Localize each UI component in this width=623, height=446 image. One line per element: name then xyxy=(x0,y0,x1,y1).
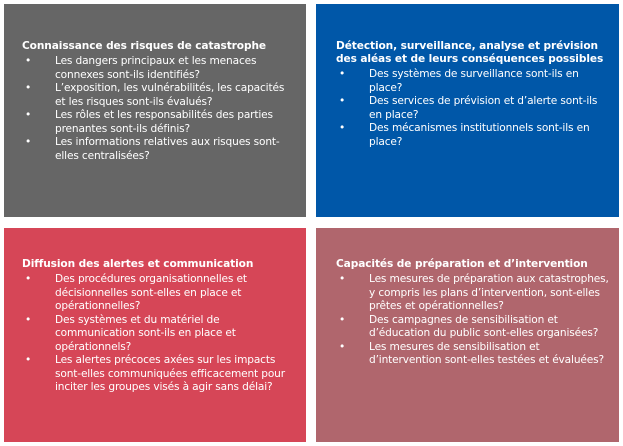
bullet-icon: • xyxy=(339,68,346,80)
list-item: • Les rôles et les responsabilités des parties prenantes sont-ils définis? xyxy=(25,109,273,135)
list-item: • Des campagnes de sensibilisation et d’éducation du public sont-elles organisées? xyxy=(339,313,599,339)
list-item: • Les dangers principaux et les menaces connexes sont-ils identifiés? xyxy=(25,55,257,81)
panel-preparedness-response xyxy=(316,228,619,442)
bullet-icon: • xyxy=(25,82,32,94)
bullet-icon: • xyxy=(25,136,32,148)
panel-risk-knowledge xyxy=(4,4,306,217)
panel-title: Détection, surveillance, analyse et prévision des aléas et de leurs conséquences possibles xyxy=(336,40,604,65)
bullet-icon: • xyxy=(339,340,346,353)
list-item: • Les informations relatives aux risques sont-elles centralisées? xyxy=(25,136,280,162)
bullet-icon: • xyxy=(339,313,346,326)
question-list xyxy=(336,68,607,149)
bullet-icon: • xyxy=(339,95,346,107)
list-item: • Des procédures organisationnelles et décisionnelles sont-elles en place et opérationnelles? xyxy=(25,273,247,312)
panel-detection-monitoring xyxy=(316,4,619,217)
panel-title: Connaissance des risques de catastrophe xyxy=(22,40,266,52)
panel-title: Diffusion des alertes et communication xyxy=(22,258,254,270)
panel-warning-dissemination xyxy=(4,228,306,442)
bullet-icon: • xyxy=(25,55,32,67)
list-item: • Les alertes précoces axées sur les impacts sont-elles communiquées efficacement pour inciter les groupes visés à agir sans délai? xyxy=(25,354,285,393)
bullet-icon: • xyxy=(339,122,346,134)
question-list xyxy=(22,55,294,163)
list-item: • Des mécanismes institutionnels sont-ils en place? xyxy=(339,122,590,148)
list-item: • Des systèmes de surveillance sont-ils en place? xyxy=(339,68,579,94)
bullet-icon: • xyxy=(25,109,32,121)
list-item: • Des services de prévision et d’alerte sont-ils en place? xyxy=(339,95,598,121)
list-item: • Des systèmes et du matériel de communication sont-ils en place et opérationnels? xyxy=(25,313,236,353)
question-list xyxy=(336,273,609,368)
list-item: • L’exposition, les vulnérabilités, les capacités et les risques sont-ils évalués? xyxy=(25,82,285,108)
bullet-icon: • xyxy=(339,273,346,285)
list-item: • Les mesures de préparation aux catastrophes, y compris les plans d’intervention, sont-elles prêtes et opérationnelles? xyxy=(339,273,609,312)
list-item: • Les mesures de sensibilisation et d’intervention sont-elles testées et évaluées? xyxy=(339,340,604,366)
panel-title: Capacités de préparation et d’intervention xyxy=(336,258,588,270)
question-list xyxy=(22,273,296,395)
bullet-icon: • xyxy=(25,354,32,366)
bullet-icon: • xyxy=(25,273,32,285)
bullet-icon: • xyxy=(25,313,32,326)
